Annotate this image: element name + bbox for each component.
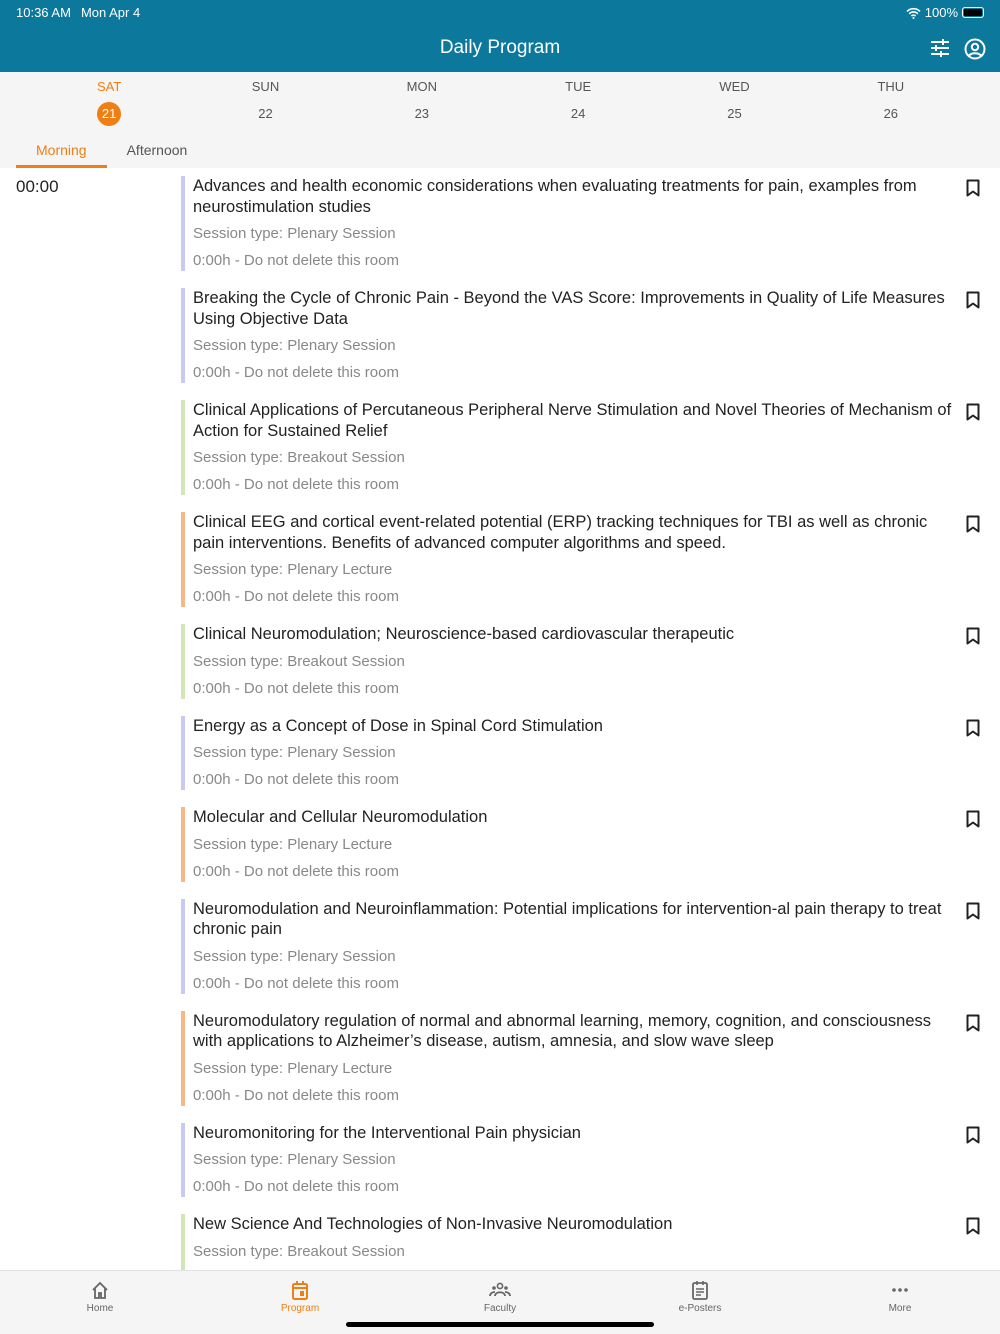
day-name: THU — [877, 79, 905, 94]
day-name: TUE — [565, 79, 592, 94]
session-title: Clinical EEG and cortical event-related potential (ERP) tracking techniques for TBI as well as chronic pain interventions. Benefits of advanced computer algorithms and speed. — [193, 513, 928, 552]
session-item[interactable] — [181, 899, 1000, 994]
session-title: Molecular and Cellular Neuromodulation — [193, 808, 488, 826]
tab-label: e-Posters — [678, 1303, 722, 1314]
day-name: WED — [719, 79, 750, 94]
bookmark-icon[interactable] — [966, 1014, 980, 1032]
more-icon — [889, 1279, 911, 1301]
status-bar — [16, 5, 150, 20]
status-right — [906, 5, 984, 20]
session-list[interactable] — [0, 168, 1000, 1270]
bookmark-icon[interactable] — [966, 810, 980, 828]
home-icon — [89, 1279, 111, 1301]
profile-icon[interactable] — [964, 38, 986, 60]
day-number: 21 — [97, 102, 121, 126]
session-type: Session type: Breakout Session — [193, 652, 405, 670]
tab-morning[interactable]: Morning — [16, 140, 107, 168]
bookmark-icon[interactable] — [966, 1217, 980, 1235]
bookmark-icon[interactable] — [966, 1126, 980, 1144]
session-item[interactable] — [181, 1123, 1000, 1198]
session-type: Session type: Plenary Session — [193, 744, 396, 761]
session-title: Neuromonitoring for the Interventional Pain physician — [193, 1123, 581, 1142]
period-tabs — [16, 140, 207, 168]
home-indicator — [346, 1322, 654, 1327]
session-room: 0:00h - Do not delete this room — [193, 588, 399, 605]
bookmark-icon[interactable] — [966, 403, 980, 421]
day-name: SAT — [97, 79, 122, 94]
day-thu[interactable] — [813, 72, 969, 168]
tab-label: Home — [86, 1303, 114, 1314]
session-item[interactable] — [181, 716, 1000, 791]
session-item[interactable] — [181, 1011, 1000, 1106]
session-item[interactable] — [181, 807, 1000, 882]
session-item[interactable] — [181, 512, 1000, 607]
tab-more[interactable] — [800, 1271, 1000, 1334]
session-item[interactable] — [181, 176, 1000, 271]
battery-percent: 100% — [924, 5, 958, 20]
tab-afternoon[interactable]: Afternoon — [126, 142, 188, 158]
session-type: Session type: Plenary Lecture — [193, 835, 393, 853]
session-room: 0:00h - Do not delete this room — [193, 1086, 399, 1104]
session-type: Session type: Plenary Session — [193, 337, 396, 354]
session-type: Session type: Breakout Session — [193, 449, 405, 466]
day-number: 24 — [570, 106, 586, 121]
session-title: Neuromodulation and Neuroinflammation: Potential implications for intervention-al pain therapy to treat chronic pain — [193, 899, 942, 938]
session-type: Session type: Plenary Session — [193, 947, 396, 965]
session-room: 0:00h - Do not delete this room — [193, 364, 399, 381]
session-type: Session type: Plenary Lecture — [193, 561, 393, 578]
top-bar — [0, 0, 1000, 72]
day-number: 23 — [414, 106, 430, 121]
session-item[interactable] — [181, 624, 1000, 699]
session-title: Clinical Neuromodulation; Neuroscience-based cardiovascular therapeutic — [193, 625, 735, 643]
status-time: 10:36 AM — [16, 5, 71, 20]
day-sun[interactable] — [187, 72, 343, 168]
time-slot: 00:00 — [16, 177, 59, 196]
day-tue[interactable] — [500, 72, 656, 168]
bookmark-icon[interactable] — [966, 902, 980, 920]
people-icon — [489, 1279, 511, 1301]
session-type: Session type: Breakout Session — [193, 1242, 405, 1260]
day-name: SUN — [251, 79, 280, 94]
page-title: Daily Program — [439, 37, 561, 58]
session-room: 0:00h - Do not delete this room — [193, 974, 399, 992]
bookmark-icon[interactable] — [966, 719, 980, 737]
session-room: 0:00h - Do not delete this room — [193, 252, 399, 269]
session-room: 0:00h - Do not delete this room — [193, 771, 399, 788]
session-title: Energy as a Concept of Dose in Spinal Cord Stimulation — [193, 716, 603, 735]
bookmark-icon[interactable] — [966, 627, 980, 645]
wifi-icon — [906, 7, 921, 19]
session-title: Neuromodulatory regulation of normal and abnormal learning, memory, cognition, and consciousness with applications to Alzheimer’s disease, autism, amnesia, and slow wave sleep — [193, 1011, 932, 1050]
status-date: Mon Apr 4 — [80, 5, 141, 20]
calendar-icon — [289, 1279, 311, 1301]
session-type: Session type: Plenary Lecture — [193, 1059, 393, 1077]
session-type: Session type: Plenary Session — [193, 1151, 396, 1168]
day-mon[interactable] — [344, 72, 500, 168]
day-name: MON — [406, 79, 437, 94]
tab-home[interactable] — [0, 1271, 200, 1334]
poster-icon — [689, 1279, 711, 1301]
session-title: Advances and health economic considerations when evaluating treatments for pain, examples from neurostimulation studies — [193, 177, 917, 216]
session-room: 0:00h - Do not delete this room — [193, 476, 399, 493]
battery-icon — [962, 7, 984, 18]
tab-label: Faculty — [483, 1303, 517, 1314]
day-number: 26 — [883, 106, 899, 121]
session-title: Breaking the Cycle of Chronic Pain - Beyond the VAS Score: Improvements in Quality of Life Measures Using Objective Data — [193, 289, 945, 328]
session-room: 0:00h - Do not delete this room — [193, 862, 399, 880]
session-item[interactable] — [181, 288, 1000, 383]
bookmark-icon[interactable] — [966, 515, 980, 533]
tab-label: Program — [280, 1303, 320, 1314]
session-title: Clinical Applications of Percutaneous Peripheral Nerve Stimulation and Novel Theories of Mechanism of Action for Sustained Relief — [193, 401, 952, 440]
day-number: 25 — [727, 106, 742, 121]
tab-label: More — [888, 1303, 912, 1314]
session-type: Session type: Plenary Session — [193, 225, 396, 242]
filter-icon[interactable] — [930, 38, 950, 58]
session-room: 0:00h - Do not delete this room — [193, 679, 399, 697]
day-number: 22 — [258, 106, 273, 121]
session-item[interactable] — [181, 400, 1000, 495]
day-wed[interactable] — [656, 72, 812, 168]
session-title: New Science And Technologies of Non-Invasive Neuromodulation — [193, 1215, 673, 1233]
bookmark-icon[interactable] — [966, 291, 980, 309]
session-room: 0:00h - Do not delete this room — [193, 1178, 399, 1195]
bookmark-icon[interactable] — [966, 179, 980, 197]
